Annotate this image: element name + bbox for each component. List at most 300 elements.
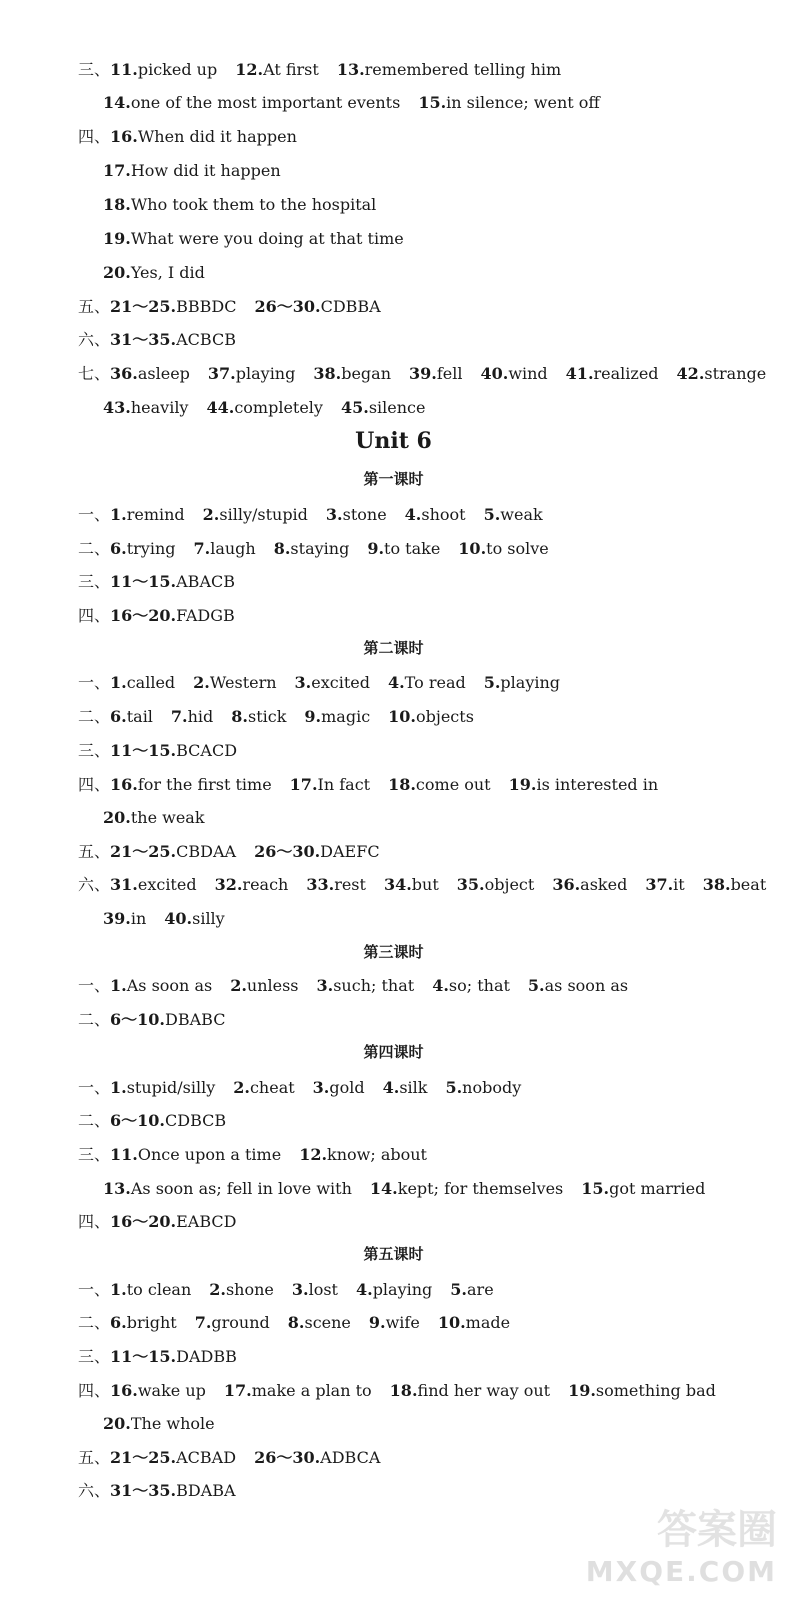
answer-line	[78, 1207, 254, 1237]
answer-line	[78, 325, 254, 355]
answer-text: tail	[126, 707, 153, 726]
question-number: 31.	[110, 875, 138, 894]
answer-item	[103, 195, 376, 214]
answer-item	[231, 707, 286, 726]
question-number: 2.	[230, 976, 247, 995]
answer-item	[215, 875, 289, 894]
answer-item	[370, 1179, 563, 1198]
answer-text: something bad	[595, 1381, 716, 1400]
answer-text: When did it happen	[137, 127, 297, 146]
answer-item	[388, 775, 491, 794]
question-number: 3.	[294, 673, 312, 692]
answer-item	[418, 93, 599, 112]
section-number: 一、	[78, 1280, 111, 1299]
answer-item	[164, 909, 224, 928]
answer-item	[110, 539, 175, 558]
answer-text: silence	[368, 398, 426, 417]
question-number: 15.	[581, 1179, 610, 1198]
answer-text: object	[484, 875, 535, 894]
question-number: 9.	[368, 1313, 386, 1332]
section-number: 二、	[78, 707, 111, 726]
answer-item	[390, 1381, 550, 1400]
answer-text: Western	[209, 673, 277, 692]
answer-item	[445, 1078, 521, 1097]
answer-item	[103, 93, 400, 112]
question-number: 1.	[110, 505, 127, 524]
answer-text: it	[673, 875, 685, 894]
answer-line	[78, 359, 784, 389]
answer-line	[78, 668, 578, 698]
answer-item	[356, 1280, 432, 1299]
answer-item	[405, 505, 466, 524]
answer-line	[78, 1140, 445, 1170]
question-number: 8.	[273, 539, 291, 558]
answer-text: asked	[580, 875, 628, 894]
section-number: 二、	[78, 1010, 111, 1029]
answer-item	[326, 505, 387, 524]
question-number: 9.	[367, 539, 385, 558]
question-number: 6.	[110, 1313, 127, 1332]
answer-text: strange	[704, 364, 767, 383]
section-number: 五、	[78, 297, 111, 316]
question-number: 7.	[193, 539, 211, 558]
answer-text: nobody	[462, 1078, 522, 1097]
section-number: 一、	[78, 1078, 111, 1097]
section-number: 一、	[78, 505, 111, 524]
answer-line	[103, 258, 223, 288]
answer-item	[110, 1145, 281, 1164]
answer-line	[78, 702, 492, 732]
answer-text: one of the most important events	[130, 93, 401, 112]
question-number: 5.	[527, 976, 545, 995]
question-number: 21～25.	[110, 842, 177, 861]
answer-item	[110, 330, 236, 349]
answer-text: Yes, I did	[130, 263, 205, 282]
question-number: 31～35.	[110, 330, 177, 349]
answer-item	[195, 1313, 270, 1332]
answer-item	[110, 1313, 177, 1332]
answer-text: CBDAA	[176, 842, 237, 861]
answer-text: ACBAD	[176, 1448, 237, 1467]
question-number: 13.	[336, 60, 365, 79]
answer-line	[78, 1443, 398, 1473]
answer-text: What were you doing at that time	[130, 229, 404, 248]
answer-item	[581, 1179, 705, 1198]
answer-item	[290, 775, 370, 794]
answer-item	[484, 673, 560, 692]
question-number: 45.	[340, 398, 369, 417]
answer-text: excited	[311, 673, 370, 692]
answer-text: find her way out	[417, 1381, 551, 1400]
question-number: 36.	[552, 875, 581, 894]
section-number: 四、	[78, 775, 111, 794]
answer-line	[78, 736, 255, 766]
answer-text: to solve	[486, 539, 549, 558]
answer-line	[103, 156, 299, 186]
answer-item	[103, 229, 404, 248]
answer-line	[103, 88, 618, 118]
answer-item	[110, 127, 297, 146]
answer-text: playing	[500, 673, 561, 692]
answer-line	[78, 1005, 243, 1035]
question-number: 2.	[233, 1078, 250, 1097]
answer-line	[103, 904, 243, 934]
answer-text: asleep	[137, 364, 190, 383]
answer-text: remembered telling him	[364, 60, 562, 79]
answer-item	[457, 875, 535, 894]
question-number: 10.	[437, 1313, 466, 1332]
answer-item	[450, 1280, 493, 1299]
section-number: 五、	[78, 842, 111, 861]
question-number: 17.	[223, 1381, 252, 1400]
answer-item	[110, 364, 190, 383]
question-number: 11～15.	[110, 741, 177, 760]
answer-item	[110, 1381, 206, 1400]
answer-item	[341, 398, 426, 417]
question-number: 20.	[103, 808, 131, 827]
answer-text: so; that	[448, 976, 510, 995]
lesson-heading: 第四课时	[363, 1043, 424, 1061]
answer-item	[110, 1078, 215, 1097]
answer-text: cheat	[249, 1078, 295, 1097]
answer-item	[103, 263, 205, 282]
question-number: 11～15.	[110, 572, 177, 591]
question-number: 16.	[110, 775, 138, 794]
answer-item	[317, 976, 415, 995]
question-number: 26～30.	[254, 1448, 321, 1467]
answer-text: stupid/silly	[126, 1078, 216, 1097]
question-number: 12.	[235, 60, 264, 79]
question-number: 19.	[103, 229, 131, 248]
answer-item	[110, 842, 236, 861]
answer-text: ground	[211, 1313, 270, 1332]
answer-text: scene	[304, 1313, 351, 1332]
question-number: 3.	[291, 1280, 309, 1299]
answer-text: wind	[508, 364, 548, 383]
answer-text: silly	[192, 909, 225, 928]
question-number: 16.	[110, 1381, 138, 1400]
answer-line	[103, 190, 394, 220]
question-number: 38.	[702, 875, 731, 894]
answer-text: BDABA	[176, 1481, 236, 1500]
answer-item	[438, 1313, 510, 1332]
question-number: 20.	[103, 1414, 131, 1433]
section-number: 三、	[78, 572, 111, 591]
answer-text: unless	[246, 976, 299, 995]
answer-item	[409, 364, 462, 383]
answer-text: remind	[126, 505, 185, 524]
answer-item	[208, 364, 295, 383]
answer-text: silly/stupid	[219, 505, 308, 524]
answer-text: know; about	[327, 1145, 427, 1164]
unit-heading: Unit 6	[355, 428, 432, 454]
question-number: 33.	[306, 875, 335, 894]
answer-text: As soon as	[126, 976, 213, 995]
section-number: 七、	[78, 364, 111, 383]
question-number: 19.	[568, 1381, 596, 1400]
answer-item	[703, 875, 767, 894]
question-number: 4.	[404, 505, 422, 524]
answer-text: FADGB	[176, 606, 235, 625]
answer-item	[230, 976, 298, 995]
section-number: 三、	[78, 1145, 111, 1164]
answer-line	[78, 122, 315, 152]
section-number: 六、	[78, 330, 111, 349]
question-number: 19.	[508, 775, 537, 794]
answer-text: To read	[404, 673, 466, 692]
answer-line	[103, 1409, 233, 1439]
answer-item	[110, 1448, 236, 1467]
answer-text: The whole	[130, 1414, 215, 1433]
question-number: 5.	[450, 1280, 467, 1299]
answer-text: Who took them to the hospital	[130, 195, 377, 214]
question-number: 14.	[103, 93, 131, 112]
answer-text: make a plan to	[251, 1381, 372, 1400]
answer-text: DBABC	[165, 1010, 226, 1029]
answer-item	[568, 1381, 716, 1400]
answer-text: CDBBA	[320, 297, 381, 316]
answer-text: are	[467, 1280, 494, 1299]
answer-text: shone	[225, 1280, 274, 1299]
answer-item	[110, 707, 153, 726]
answer-item	[292, 1280, 338, 1299]
question-number: 8.	[287, 1313, 305, 1332]
answer-item	[254, 1448, 380, 1467]
question-number: 3.	[325, 505, 343, 524]
answer-line	[78, 1106, 244, 1136]
answer-item	[110, 297, 236, 316]
question-number: 10.	[458, 539, 487, 558]
answer-item	[171, 707, 213, 726]
question-number: 10.	[388, 707, 416, 726]
answer-line	[78, 1073, 539, 1103]
answer-line	[78, 534, 567, 564]
answer-item	[110, 775, 272, 794]
watermark-logo	[557, 1498, 777, 1588]
question-number: 11～15.	[110, 1347, 177, 1366]
answer-text: stick	[248, 707, 287, 726]
answer-item	[566, 364, 659, 383]
question-number: 16.	[110, 127, 138, 146]
answer-item	[369, 1313, 420, 1332]
section-number: 二、	[78, 539, 111, 558]
answer-item	[432, 976, 510, 995]
question-number: 6～10.	[110, 1010, 165, 1029]
answer-line	[78, 1275, 512, 1305]
answer-line	[78, 971, 646, 1001]
lesson-heading: 第二课时	[363, 639, 424, 657]
answer-item	[103, 161, 281, 180]
answer-text: bright	[126, 1313, 177, 1332]
question-number: 34.	[383, 875, 412, 894]
answer-line	[78, 1308, 528, 1338]
answer-text: called	[126, 673, 176, 692]
answer-line	[103, 224, 422, 254]
lesson-heading: 第一课时	[363, 470, 424, 488]
question-number: 4.	[355, 1280, 373, 1299]
answer-item	[235, 60, 319, 79]
question-number: 13.	[103, 1179, 131, 1198]
answer-line	[78, 601, 253, 631]
answer-line	[78, 837, 398, 867]
question-number: 4.	[432, 976, 449, 995]
question-number: 1.	[110, 673, 127, 692]
answer-text: fell	[436, 364, 463, 383]
answer-item	[299, 1145, 427, 1164]
answer-line	[78, 770, 676, 800]
question-number: 1.	[110, 976, 127, 995]
answer-item	[313, 364, 391, 383]
question-number: 2.	[193, 673, 210, 692]
answer-item	[552, 875, 627, 894]
answer-text: completely	[234, 398, 323, 417]
answer-item	[206, 398, 323, 417]
answer-item	[484, 505, 543, 524]
question-number: 7.	[170, 707, 188, 726]
answer-item	[677, 364, 767, 383]
question-number: 2.	[202, 505, 220, 524]
question-number: 11.	[110, 60, 138, 79]
answer-line	[78, 292, 399, 322]
section-number: 三、	[78, 1347, 111, 1366]
answer-item	[103, 909, 146, 928]
answer-item	[254, 297, 380, 316]
question-number: 20.	[103, 263, 131, 282]
question-number: 31～35.	[110, 1481, 177, 1500]
question-number: 6.	[110, 707, 127, 726]
answer-text: DAEFC	[320, 842, 380, 861]
answer-text: In fact	[317, 775, 371, 794]
answer-item	[110, 572, 235, 591]
question-number: 26～30.	[254, 842, 321, 861]
answer-text: realized	[593, 364, 659, 383]
answer-item	[194, 539, 256, 558]
answer-text: hid	[187, 707, 214, 726]
answer-line	[103, 393, 443, 423]
section-number: 五、	[78, 1448, 111, 1467]
answer-text: but	[411, 875, 439, 894]
question-number: 16～20.	[110, 1212, 177, 1231]
question-number: 4.	[382, 1078, 400, 1097]
answer-text: As soon as; fell in love with	[130, 1179, 352, 1198]
question-number: 5.	[483, 673, 501, 692]
answer-text: staying	[290, 539, 350, 558]
answer-item	[337, 60, 561, 79]
answer-item	[203, 505, 308, 524]
answer-text: got married	[609, 1179, 706, 1198]
question-number: 14.	[369, 1179, 398, 1198]
answer-item	[288, 1313, 351, 1332]
answer-text: the weak	[130, 808, 205, 827]
answer-text: objects	[416, 707, 474, 726]
answer-item	[480, 364, 547, 383]
answer-item	[193, 673, 276, 692]
answer-item	[209, 1280, 274, 1299]
answer-text: silk	[399, 1078, 428, 1097]
answer-item	[110, 1212, 236, 1231]
answer-text: EABCD	[176, 1212, 237, 1231]
answer-text: ADBCA	[320, 1448, 381, 1467]
section-number: 三、	[78, 741, 111, 760]
answer-text: CDBCB	[165, 1111, 227, 1130]
question-number: 21～25.	[110, 297, 177, 316]
answer-text: as soon as	[544, 976, 629, 995]
answer-text: beat	[730, 875, 767, 894]
answer-item	[110, 1010, 225, 1029]
answer-text: began	[341, 364, 391, 383]
answer-item	[383, 1078, 428, 1097]
answer-text: BCACD	[176, 741, 238, 760]
question-number: 39.	[409, 364, 437, 383]
answer-item	[110, 505, 185, 524]
answer-text: magic	[321, 707, 371, 726]
answer-text: stone	[342, 505, 387, 524]
answer-text: kept; for themselves	[397, 1179, 564, 1198]
question-number: 36.	[110, 364, 138, 383]
answer-text: made	[465, 1313, 511, 1332]
answer-text: laugh	[210, 539, 256, 558]
question-number: 38.	[313, 364, 342, 383]
question-number: 42.	[676, 364, 705, 383]
question-number: 1.	[110, 1280, 127, 1299]
question-number: 15.	[418, 93, 447, 112]
answer-text: ABACB	[176, 572, 235, 591]
section-number: 三、	[78, 60, 111, 79]
answer-text: gold	[329, 1078, 365, 1097]
answer-text: such; that	[333, 976, 415, 995]
answer-text: in	[130, 909, 147, 928]
answer-text: to clean	[126, 1280, 192, 1299]
answer-item	[254, 842, 380, 861]
section-number: 六、	[78, 1481, 111, 1500]
question-number: 41.	[565, 364, 594, 383]
question-number: 18.	[103, 195, 131, 214]
question-number: 5.	[483, 505, 501, 524]
answer-text: lost	[308, 1280, 338, 1299]
section-number: 一、	[78, 673, 111, 692]
answer-item	[388, 707, 474, 726]
answer-text: DADBB	[176, 1347, 237, 1366]
answer-item	[110, 741, 237, 760]
section-number: 四、	[78, 127, 111, 146]
question-number: 40.	[480, 364, 509, 383]
question-number: 1.	[110, 1078, 127, 1097]
question-number: 17.	[289, 775, 318, 794]
question-number: 43.	[103, 398, 131, 417]
answer-item	[233, 1078, 294, 1097]
answer-item	[367, 539, 440, 558]
question-number: 37.	[207, 364, 236, 383]
section-number: 二、	[78, 1313, 111, 1332]
question-number: 17.	[103, 161, 131, 180]
answer-text: ACBCB	[176, 330, 236, 349]
answer-item	[509, 775, 659, 794]
answer-text: is interested in	[536, 775, 659, 794]
lesson-heading: 第三课时	[363, 943, 424, 961]
answer-line	[78, 1376, 734, 1406]
answer-text: BBBDC	[176, 297, 237, 316]
question-number: 35.	[456, 875, 485, 894]
section-number: 四、	[78, 606, 111, 625]
answer-item	[306, 875, 366, 894]
section-number: 一、	[78, 976, 111, 995]
section-number: 四、	[78, 1212, 111, 1231]
question-number: 2.	[209, 1280, 226, 1299]
answer-item	[110, 1280, 191, 1299]
question-number: 32.	[214, 875, 243, 894]
answer-item	[103, 808, 205, 827]
answer-item	[110, 60, 217, 79]
